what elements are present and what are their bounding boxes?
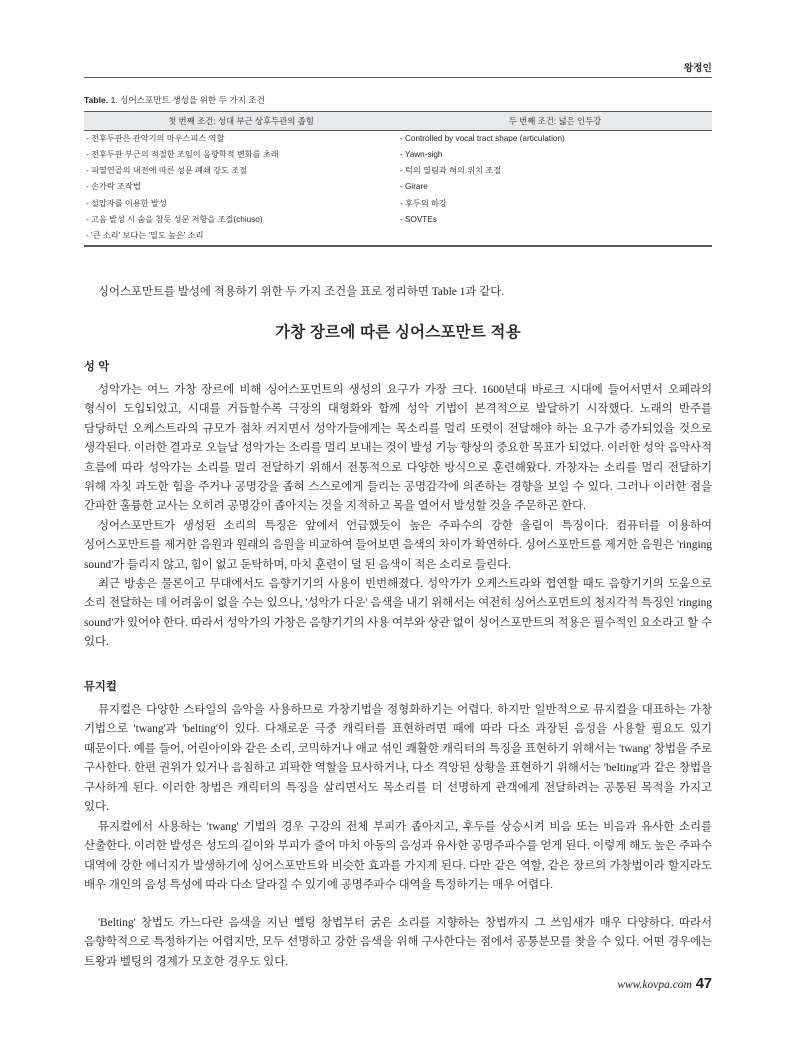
- table-cell: - Controlled by vocal tract shape (articulation): [400, 133, 565, 143]
- intro-block: [84, 283, 712, 302]
- page-footer: [84, 975, 712, 993]
- table-row: [84, 130, 712, 147]
- table-row: [84, 147, 712, 163]
- vocal-paragraph-3-block: [84, 575, 712, 653]
- intro-paragraph: 싱어스포만트를 발성에 적용하기 위한 두 가지 조건을 표로 정리하면 Table 1과 같다.: [98, 286, 505, 298]
- musical-paragraph-3-block: [84, 914, 712, 972]
- table-bottom-border: [84, 245, 712, 247]
- table-cell: - 전후두관은 관악기의 마우스피스 역할: [86, 133, 225, 143]
- musical-paragraph-1: 뮤지컬은 다양한 스타일의 음악을 사용하므로 가창기법을 정형화하기는 어렵다. 하지만 일반적으로 뮤지컬을 대표하는 가창 기법으로 'twang'과 'belting'이 있다. 다채로운 극중 캐릭터를 표현하려면 때에 따라 다소 과장된 음성을 사용할 필요도 있기 때문이다. 예를 들어, 어린아이와 같은 소리, 코믹하거나 애교 섞인 쾌활한 캐릭터의 특징을 표현하기 위해서는 'twang' 창법을 주로 구사한다. 한편 권위가 있거나 음침하고 괴팍한 역할을 묘사하거나, 다소 격앙된 상황을 표현하기 위해서는 'belting'과 같은 창법을 구사하게 된다. 이러한 창법은 캐릭터의 특징을 살리면서도 목소리를 더 선명하게 관객에게 전달하려는 공통된 목적을 가지고 있다.: [84, 704, 712, 814]
- subheading-vocal: 성 악: [84, 361, 110, 373]
- table-head: [84, 111, 712, 130]
- table-cell: - '큰 소리' 보다는 '밀도 높은' 소리: [86, 231, 204, 241]
- table-cell: - 고음 발성 시 숨을 참듯 성문 저항을 조절(chiuso): [86, 214, 263, 224]
- table-cell: - 전후두관 부근의 적절한 조임이 음향학적 변화를 초래: [86, 150, 279, 159]
- table-row: [84, 163, 712, 179]
- conditions-table: [84, 111, 712, 245]
- musical-paragraph-1-block: [84, 701, 712, 817]
- vocal-paragraph-2-block: [84, 517, 712, 575]
- table-block: [84, 95, 712, 247]
- vocal-paragraph-1: 성악가는 여느 가창 장르에 비해 싱어스포먼트의 생성의 요구가 가장 크다. 1600년대 바로크 시대에 들어서면서 오페라의 형식이 도입되었고, 시대를 거듭할수록 극장의 대형화와 함께 성악 기법이 본격적으로 발달하기 시작했다. 노래의 반주를 담당하던 오케스트라의 규모가 점차 커지면서 성악가들에게는 목소리를 멀리 또렷이 전달해야 하는 요구가 증가되었을 것으로 생각된다. 이러한 결과로 오늘날 성악가는 소리를 멀리 보내는 것이 발성 기능 향상의 중요한 목표가 되었다. 이러한 성악 음악사적 흐름에 따라 성악가는 소리를 멀리 전달하기 위해서 전통적으로 다양한 방식으로 훈련해왔다. 가창자는 소리를 멀리 전달하기 위해 자칫 과도한 힘을 주거나 공명강을 좁혀 스스로에게 들리는 공명감각에 의존하는 경향을 보일 수 있다. 그러나 이러한 점을 간파한 훌륭한 교사는 오히려 공명강이 좁아지는 것을 지적하고 목을 열어서 발성할 것을 주문하곤 한다.: [84, 384, 712, 513]
- table-body: [84, 130, 712, 245]
- table-cell: - SOVTEs: [400, 214, 437, 224]
- table-row: [84, 195, 712, 211]
- table-cell: - Yawn-sigh: [400, 150, 443, 159]
- vocal-paragraph-3: 최근 방송은 물론이고 무대에서도 음향기기의 사용이 빈번해졌다. 성악가가 오케스트라와 협연할 때도 음향기기의 도움으로 소리 전달하는 데 어려움이 없을 수는 있으나, '성악가 다운' 음색을 내기 위해서는 여전히 싱어스포먼트의 청지각적 특징인 'ringing sound'가 있어야 한다. 따라서 성악가의 가창은 음향기기의 사용 여부와 상관 없이 싱어스포만트의 적용은 필수적인 요소라고 할 수 있다.: [84, 578, 712, 649]
- table-cell: - 턱의 열림과 혀의 위치 조절: [400, 166, 502, 176]
- vocal-paragraph-1-block: [84, 381, 712, 517]
- table-column-header-1: 첫 번째 조건: 성대 부근 상후두관의 좁힘: [84, 111, 398, 130]
- table-cell: - 피열연골의 내전에 따른 성문 폐쇄 강도 조절: [86, 166, 248, 176]
- musical-paragraph-2: 뮤지컬에서 사용하는 'twang' 기법의 경우 구강의 전체 부피가 좁아지고, 후두를 상승시켜 비음 또는 비음과 유사한 소리를 산출한다. 이러한 발성은 성도의 길이와 부피가 줄어 마치 아동의 음성과 유사한 공명주파수를 얻게 된다. 이렇게 해도 높은 주파수 대역에 강한 에너지가 발생하기에 싱어스포만트와 비슷한 효과를 가지게 된다. 다만 같은 역할, 같은 장르의 가창법이라 할지라도 배우 개인의 음성 특성에 따라 다소 달라질 수 있기에 공명주파수 대역을 특정하기는 매우 어렵다.: [84, 821, 712, 892]
- table-caption: [84, 95, 712, 107]
- table-row: [84, 212, 712, 228]
- header-divider: [84, 77, 712, 78]
- table-cell: [398, 228, 712, 245]
- subheading-musical: 뮤지컬: [84, 681, 118, 693]
- table-cell: - 손가락 조작법: [86, 182, 141, 192]
- table-cell: - 설압자를 이용한 발성: [86, 198, 167, 208]
- table-cell: - 후두의 하강: [400, 198, 447, 208]
- table-cell: - Girare: [400, 182, 428, 192]
- table-caption-text: 1. 싱어스포만트 생성을 위한 두 가지 조건: [108, 95, 265, 105]
- table-caption-label: Table.: [84, 95, 109, 105]
- footer-page-number: 47: [695, 976, 712, 992]
- running-head: 왕정인: [683, 63, 712, 74]
- footer-site: www.kovpa.com: [617, 979, 692, 991]
- musical-paragraph-2-block: [84, 818, 712, 896]
- musical-paragraph-3: 'Belting' 창법도 가느다란 음색을 지닌 벨팅 창법부터 굵은 소리를 지향하는 창법까지 그 쓰임새가 매우 다양하다. 따라서 음향학적으로 특정하기는 어렵지만, 모두 선명하고 강한 음색을 위해 구사한다는 점에서 공통분모를 찾을 수 있다. 어떤 경우에는 트왕과 벨팅의 경계가 모호한 경우도 있다.: [84, 917, 712, 968]
- vocal-paragraph-2: 싱어스포만트가 생성된 소리의 특징은 앞에서 언급했듯이 높은 주파수의 강한 울림이 특징이다. 컴퓨터를 이용하여 싱어스포만트를 제거한 음원과 원래의 음원을 비교하여 들어보면 음색의 차이가 확연하다. 싱어스포만트를 제거한 음원은 'ringing sound'가 들리지 않고, 힘이 없고 둔탁하며, 마치 훈련이 덜 된 음색이 적은 소리로 들린다.: [84, 520, 712, 571]
- table-row: [84, 179, 712, 195]
- table-row: [84, 228, 712, 245]
- table-column-header-2: 두 번째 조건: 넓은 인두강: [398, 111, 712, 130]
- section-title: 가창 장르에 따른 싱어스포만트 적용: [275, 324, 521, 341]
- table-header-row: [84, 111, 712, 130]
